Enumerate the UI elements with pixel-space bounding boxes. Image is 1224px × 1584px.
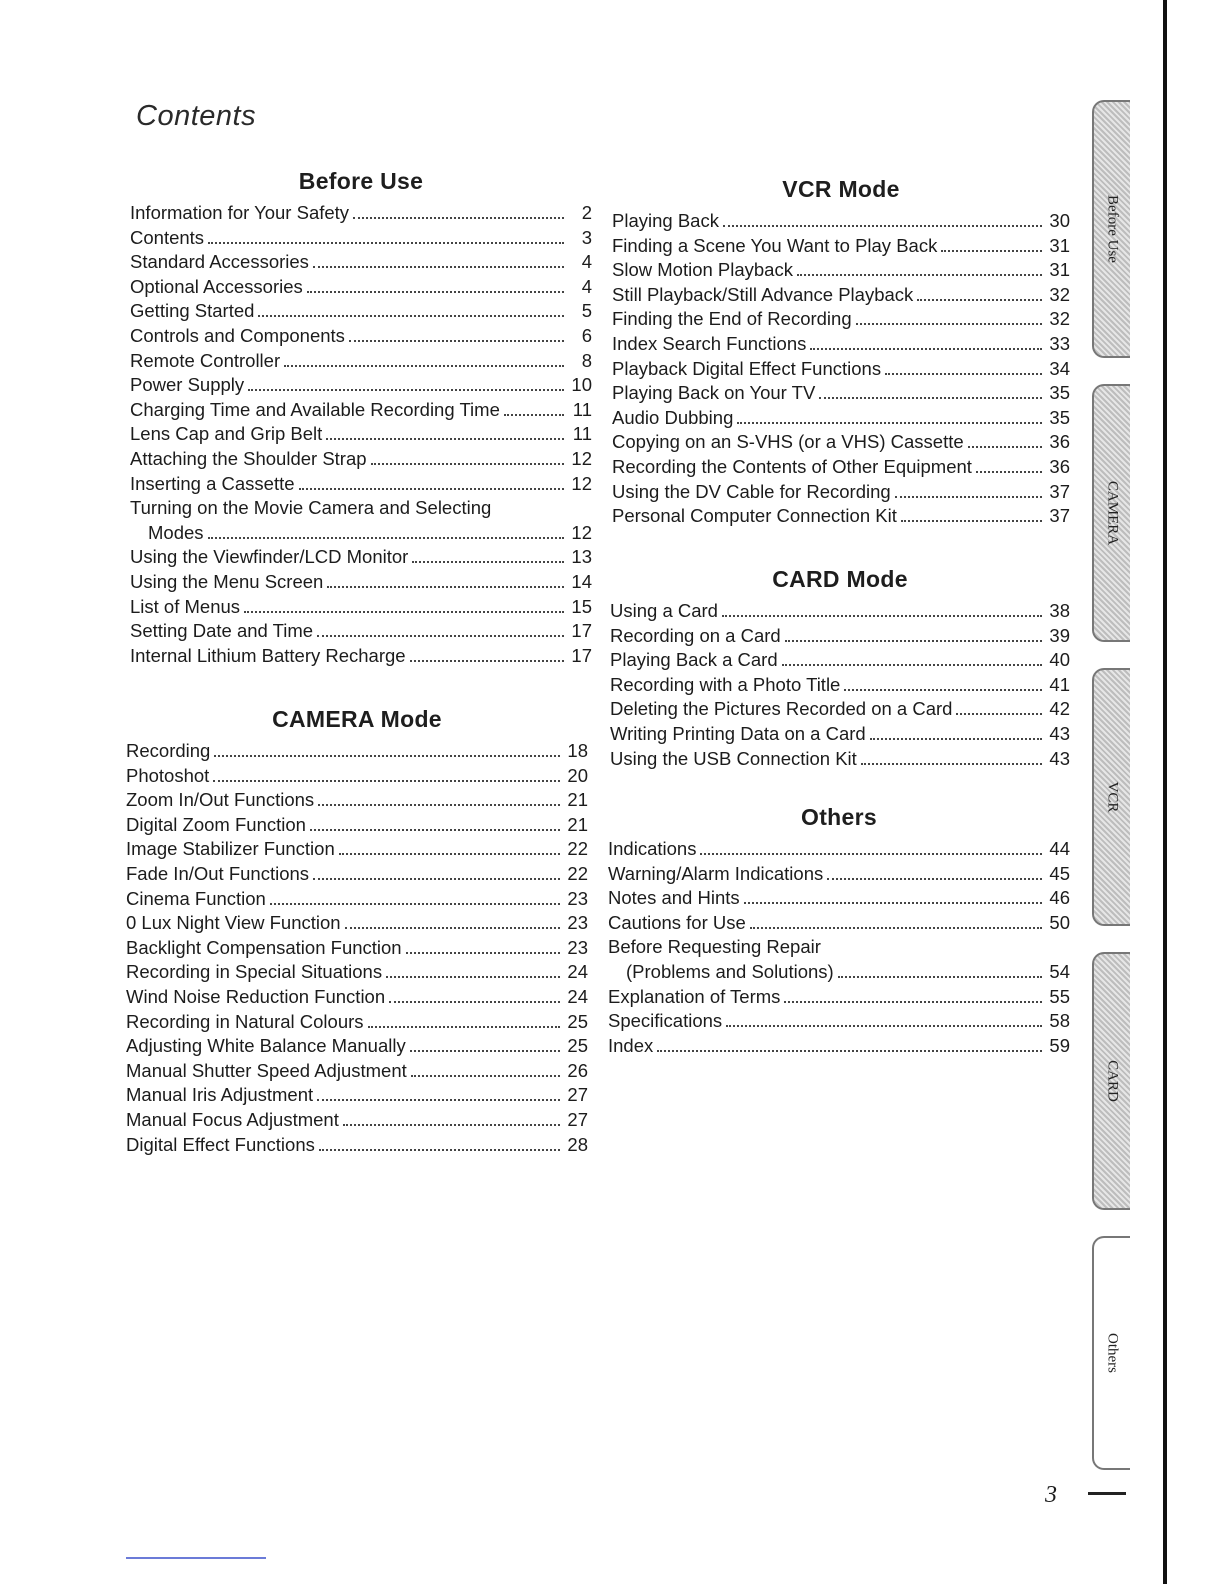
toc-item[interactable]: Using a Card 38 xyxy=(610,600,1070,621)
toc-item[interactable]: Information for Your Safety 2 xyxy=(130,202,592,223)
toc-item[interactable]: Recording with a Photo Title 41 xyxy=(610,673,1070,695)
section-camera-mode xyxy=(126,706,588,1157)
toc-item[interactable]: Digital Zoom Function 21 xyxy=(126,813,588,835)
toc-item[interactable]: Before Requesting Repair (Problems and Solutions) 54 xyxy=(608,936,1070,982)
toc-item[interactable]: Cinema Function 23 xyxy=(126,887,588,909)
toc-item[interactable]: Remote Controller 8 xyxy=(130,349,592,371)
toc-item[interactable]: Getting Started 5 xyxy=(130,300,592,322)
toc-list xyxy=(612,209,1070,529)
footer-line xyxy=(126,1557,266,1559)
toc-item[interactable]: Using the Menu Screen 14 xyxy=(130,570,592,592)
toc-item[interactable]: Image Stabilizer Function 22 xyxy=(126,838,588,860)
section-heading: CAMERA Mode xyxy=(272,706,442,732)
toc-item[interactable]: Manual Focus Adjustment 27 xyxy=(126,1108,588,1130)
section-others xyxy=(608,804,1070,1058)
toc-item[interactable]: Standard Accessories 4 xyxy=(130,251,592,273)
toc-item[interactable]: Recording in Natural Colours 25 xyxy=(126,1010,588,1032)
toc-item[interactable]: 0 Lux Night View Function 23 xyxy=(126,912,588,934)
toc-item[interactable]: Digital Effect Functions 28 xyxy=(126,1133,588,1155)
tab-before-use[interactable]: Before Use xyxy=(1092,100,1130,358)
toc-item[interactable]: Recording on a Card 39 xyxy=(610,624,1070,646)
toc-item[interactable]: Specifications 58 xyxy=(608,1010,1070,1032)
toc-item[interactable]: Finding the End of Recording 32 xyxy=(612,308,1070,330)
toc-list xyxy=(126,739,588,1157)
toc-item[interactable]: Audio Dubbing 35 xyxy=(612,406,1070,428)
tab-others[interactable]: Others xyxy=(1092,1236,1130,1470)
toc-item[interactable]: Backlight Compensation Function 23 xyxy=(126,936,588,958)
toc-item[interactable]: Explanation of Terms 55 xyxy=(608,985,1070,1007)
toc-item[interactable]: Copying on an S-VHS (or a VHS) Cassette 36 xyxy=(612,431,1070,453)
section-heading: Others xyxy=(801,804,877,830)
tab-card[interactable]: CARD xyxy=(1092,952,1130,1210)
page-number: 3 xyxy=(1045,1482,1057,1508)
toc-item[interactable]: Fade In/Out Functions 22 xyxy=(126,862,588,884)
toc-item[interactable]: Inserting a Cassette 12 xyxy=(130,472,592,494)
toc-item[interactable]: Playing Back a Card 40 xyxy=(610,649,1070,671)
toc-item[interactable]: Deleting the Pictures Recorded on a Card 42 xyxy=(610,698,1070,720)
toc-item[interactable]: Using the Viewfinder/LCD Monitor 13 xyxy=(130,546,592,568)
section-heading: VCR Mode xyxy=(782,176,900,202)
section-card-mode xyxy=(610,566,1070,771)
toc-item[interactable]: Turning on the Movie Camera and Selecting Modes 12 xyxy=(130,497,592,543)
toc-item[interactable]: Zoom In/Out Functions 21 xyxy=(126,789,588,811)
toc-list xyxy=(610,599,1070,771)
toc-item[interactable]: Notes and Hints 46 xyxy=(608,887,1070,909)
toc-item[interactable]: Playing Back 30 xyxy=(612,210,1070,231)
page-title: Contents xyxy=(136,100,257,132)
toc-item[interactable]: Slow Motion Playback 31 xyxy=(612,259,1070,281)
section-heading: Before Use xyxy=(298,168,424,194)
section-heading: CARD Mode xyxy=(772,566,908,592)
toc-item[interactable]: Warning/Alarm Indications 45 xyxy=(608,862,1070,884)
toc-item[interactable]: Using the DV Cable for Recording 37 xyxy=(612,480,1070,502)
side-tabs xyxy=(1092,100,1132,1500)
section-before-use xyxy=(130,168,592,668)
toc-item[interactable]: Cautions for Use 50 xyxy=(608,911,1070,933)
toc-list xyxy=(130,201,592,668)
toc-item[interactable]: Using the USB Connection Kit 43 xyxy=(610,747,1070,769)
toc-item[interactable]: Lens Cap and Grip Belt 11 xyxy=(130,423,592,445)
toc-item[interactable]: Indications 44 xyxy=(608,838,1070,859)
toc-item[interactable]: Writing Printing Data on a Card 43 xyxy=(610,722,1070,744)
toc-item[interactable]: Controls and Components 6 xyxy=(130,324,592,346)
toc-item[interactable]: Internal Lithium Battery Recharge 17 xyxy=(130,644,592,666)
page-number-rule xyxy=(1088,1492,1126,1495)
tab-camera[interactable]: CAMERA xyxy=(1092,384,1130,642)
toc-item[interactable]: List of Menus 15 xyxy=(130,595,592,617)
toc-item[interactable]: Recording in Special Situations 24 xyxy=(126,961,588,983)
toc-item[interactable]: Power Supply 10 xyxy=(130,374,592,396)
toc-list xyxy=(608,837,1070,1058)
section-vcr-mode xyxy=(612,176,1070,529)
toc-item[interactable]: Recording the Contents of Other Equipment 36 xyxy=(612,455,1070,477)
toc-item[interactable]: Attaching the Shoulder Strap 12 xyxy=(130,447,592,469)
toc-item[interactable]: Playing Back on Your TV 35 xyxy=(612,382,1070,404)
toc-item[interactable]: Finding a Scene You Want to Play Back 31 xyxy=(612,234,1070,256)
toc-item[interactable]: Charging Time and Available Recording Time 11 xyxy=(130,398,592,420)
toc-item[interactable]: Index 59 xyxy=(608,1034,1070,1056)
page-edge-rule xyxy=(1163,0,1167,1584)
toc-item[interactable]: Contents 3 xyxy=(130,226,592,248)
toc-item[interactable]: Manual Shutter Speed Adjustment 26 xyxy=(126,1059,588,1081)
toc-item[interactable]: Personal Computer Connection Kit 37 xyxy=(612,505,1070,527)
toc-item[interactable]: Adjusting White Balance Manually 25 xyxy=(126,1035,588,1057)
toc-item[interactable]: Playback Digital Effect Functions 34 xyxy=(612,357,1070,379)
toc-item[interactable]: Wind Noise Reduction Function 24 xyxy=(126,985,588,1007)
toc-item[interactable]: Still Playback/Still Advance Playback 32 xyxy=(612,283,1070,305)
toc-item[interactable]: Manual Iris Adjustment 27 xyxy=(126,1084,588,1106)
toc-item[interactable]: Setting Date and Time 17 xyxy=(130,620,592,642)
toc-item[interactable]: Photoshot 20 xyxy=(126,764,588,786)
tab-vcr[interactable]: VCR xyxy=(1092,668,1130,926)
toc-item[interactable]: Index Search Functions 33 xyxy=(612,332,1070,354)
toc-item[interactable]: Recording 18 xyxy=(126,740,588,761)
toc-item[interactable]: Optional Accessories 4 xyxy=(130,275,592,297)
